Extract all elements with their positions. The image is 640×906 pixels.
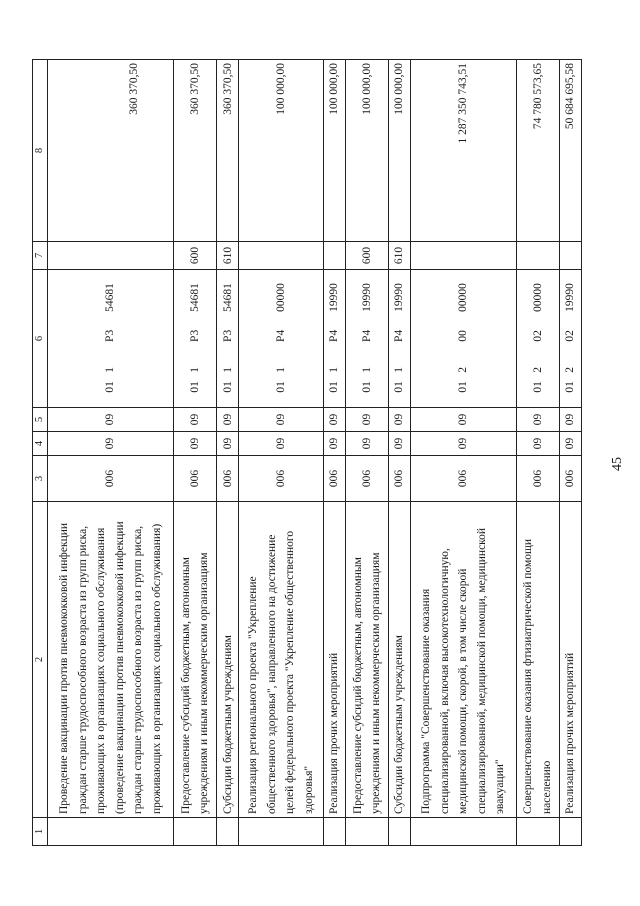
row-code-5: 09 <box>174 408 217 432</box>
row-amount: 360 370,50 <box>217 60 239 242</box>
row-amount: 360 370,50 <box>47 60 174 242</box>
row-code-4: 09 <box>389 432 411 456</box>
target-code-part: 1 <box>189 367 202 373</box>
row-target-code <box>324 270 346 408</box>
row-name: Предоставление субсидий бюджетным, автономным учреждениям и иным некоммерческим организациям <box>346 502 389 818</box>
target-code-part: 19990 <box>393 283 406 312</box>
table-row <box>411 60 517 846</box>
row-code-7 <box>516 242 559 270</box>
row-code-5: 09 <box>217 408 239 432</box>
target-code-part: 19990 <box>328 283 341 312</box>
target-code-part: 01 <box>531 381 544 393</box>
row-target-code <box>516 270 559 408</box>
target-code-part: 00 <box>457 330 470 342</box>
row-amount: 50 684 695,58 <box>559 60 581 242</box>
table-row <box>239 60 324 846</box>
target-code-part: 01 <box>189 381 202 393</box>
target-code-part: Р3 <box>189 329 202 342</box>
row-code-5: 09 <box>411 408 517 432</box>
row-code-4: 09 <box>47 432 174 456</box>
row-code-5: 09 <box>47 408 174 432</box>
target-code-part: 54681 <box>104 283 117 312</box>
target-code-part: 2 <box>531 367 544 373</box>
target-code-part: 01 <box>328 381 341 393</box>
target-code-part: 01 <box>274 381 287 393</box>
row-code-7 <box>559 242 581 270</box>
target-code-part: Р4 <box>328 329 341 342</box>
row-col-1 <box>324 818 346 846</box>
column-header: 1 <box>33 818 48 846</box>
row-amount: 100 000,00 <box>346 60 389 242</box>
table-row <box>516 60 559 846</box>
target-code-part: 01 <box>564 381 577 393</box>
row-col-1 <box>239 818 324 846</box>
column-header: 3 <box>33 456 48 502</box>
table-body <box>47 60 581 846</box>
row-col-1 <box>47 818 174 846</box>
row-amount: 100 000,00 <box>239 60 324 242</box>
target-code-part: 00000 <box>531 283 544 312</box>
row-code-7: 610 <box>389 242 411 270</box>
table-row <box>174 60 217 846</box>
target-code-part: 54681 <box>189 283 202 312</box>
target-code-part: 54681 <box>221 283 234 312</box>
target-code-part: Р4 <box>393 329 406 342</box>
row-name: Субсидии бюджетным учреждениям <box>389 502 411 818</box>
column-header: 6 <box>33 270 48 408</box>
row-code-3: 006 <box>411 456 517 502</box>
row-code-4: 09 <box>346 432 389 456</box>
target-code-part: 1 <box>274 367 287 373</box>
row-name: Реализация прочих мероприятий <box>559 502 581 818</box>
row-code-4: 09 <box>239 432 324 456</box>
target-code-part: Р3 <box>221 329 234 342</box>
row-amount: 360 370,50 <box>174 60 217 242</box>
row-code-5: 09 <box>516 408 559 432</box>
row-name: Проведение вакцинации против пневмококковой инфекции граждан старше трудоспособного возраста из групп риска, проживающих в организациях социального обслуживания (проведение вакцинации против пневмококковой инфекции граждан старше трудоспособного возраста из групп риска, проживающих в организациях социального обслуживания) <box>47 502 174 818</box>
row-amount: 100 000,00 <box>389 60 411 242</box>
table-row <box>559 60 581 846</box>
target-code-part: Р4 <box>360 329 373 342</box>
column-header: 5 <box>33 408 48 432</box>
table-row <box>324 60 346 846</box>
row-target-code <box>239 270 324 408</box>
row-code-3: 006 <box>324 456 346 502</box>
row-name: Предоставление субсидий бюджетным, автономным учреждениям и иным некоммерческим организациям <box>174 502 217 818</box>
row-name: Субсидии бюджетным учреждениям <box>217 502 239 818</box>
row-code-3: 006 <box>217 456 239 502</box>
row-code-3: 006 <box>47 456 174 502</box>
row-target-code <box>47 270 174 408</box>
target-code-part: Р4 <box>274 329 287 342</box>
row-code-4: 09 <box>324 432 346 456</box>
target-code-part: 02 <box>531 330 544 342</box>
row-code-7 <box>411 242 517 270</box>
target-code-part: 01 <box>104 381 117 393</box>
target-code-part: 19990 <box>360 283 373 312</box>
column-header: 4 <box>33 432 48 456</box>
row-code-7 <box>324 242 346 270</box>
row-amount: 100 000,00 <box>324 60 346 242</box>
target-code-part: 01 <box>221 381 234 393</box>
row-name: Совершенствование оказания фтизиатрической помощи населению <box>516 502 559 818</box>
row-col-1 <box>411 818 517 846</box>
row-target-code <box>346 270 389 408</box>
row-target-code <box>411 270 517 408</box>
row-code-7: 600 <box>174 242 217 270</box>
row-name: Реализация регионального проекта "Укрепление общественного здоровья", направленного на достижение целей федерального проекта "Укрепление общественного здоровья" <box>239 502 324 818</box>
target-code-part: 1 <box>328 367 341 373</box>
target-code-part: Р3 <box>104 329 117 342</box>
row-col-1 <box>346 818 389 846</box>
target-code-part: 01 <box>360 381 373 393</box>
table-row <box>389 60 411 846</box>
row-code-5: 09 <box>239 408 324 432</box>
row-code-3: 006 <box>174 456 217 502</box>
column-number-row <box>33 60 48 846</box>
row-target-code <box>174 270 217 408</box>
target-code-part: 1 <box>221 367 234 373</box>
column-header: 7 <box>33 242 48 270</box>
row-col-1 <box>174 818 217 846</box>
row-code-5: 09 <box>324 408 346 432</box>
row-code-7: 600 <box>346 242 389 270</box>
page-number: 45 <box>610 457 625 471</box>
row-code-3: 006 <box>239 456 324 502</box>
column-header: 2 <box>33 502 48 818</box>
row-code-3: 006 <box>346 456 389 502</box>
table-row <box>217 60 239 846</box>
row-code-4: 09 <box>559 432 581 456</box>
row-col-1 <box>559 818 581 846</box>
row-col-1 <box>516 818 559 846</box>
budget-table <box>32 59 582 846</box>
row-col-1 <box>389 818 411 846</box>
target-code-part: 1 <box>393 367 406 373</box>
target-code-part: 02 <box>564 330 577 342</box>
row-target-code <box>389 270 411 408</box>
row-code-4: 09 <box>174 432 217 456</box>
row-code-7 <box>239 242 324 270</box>
row-code-3: 006 <box>559 456 581 502</box>
row-code-4: 09 <box>217 432 239 456</box>
row-amount: 1 287 350 743,51 <box>411 60 517 242</box>
row-name: Реализация прочих мероприятий <box>324 502 346 818</box>
row-amount: 74 780 573,65 <box>516 60 559 242</box>
row-code-4: 09 <box>516 432 559 456</box>
target-code-part: 00000 <box>274 283 287 312</box>
row-code-5: 09 <box>346 408 389 432</box>
target-code-part: 2 <box>564 367 577 373</box>
table-row <box>47 60 174 846</box>
column-header: 8 <box>33 60 48 242</box>
row-col-1 <box>217 818 239 846</box>
target-code-part: 01 <box>393 381 406 393</box>
target-code-part: 00000 <box>457 283 470 312</box>
target-code-part: 1 <box>104 367 117 373</box>
row-code-7: 610 <box>217 242 239 270</box>
target-code-part: 19990 <box>564 283 577 312</box>
row-target-code <box>217 270 239 408</box>
row-code-4: 09 <box>411 432 517 456</box>
row-name: Подпрограмма "Совершенствование оказания специализированной, включая высокотехнологичную, медицинской помощи, скорой, в том числе скорой специализированной, медицинской помощи, медицинской эвакуации" <box>411 502 517 818</box>
row-code-7 <box>47 242 174 270</box>
table-row <box>346 60 389 846</box>
row-code-3: 006 <box>516 456 559 502</box>
target-code-part: 1 <box>360 367 373 373</box>
target-code-part: 2 <box>457 367 470 373</box>
target-code-part: 01 <box>457 381 470 393</box>
row-code-5: 09 <box>389 408 411 432</box>
row-code-5: 09 <box>559 408 581 432</box>
row-code-3: 006 <box>389 456 411 502</box>
row-target-code <box>559 270 581 408</box>
